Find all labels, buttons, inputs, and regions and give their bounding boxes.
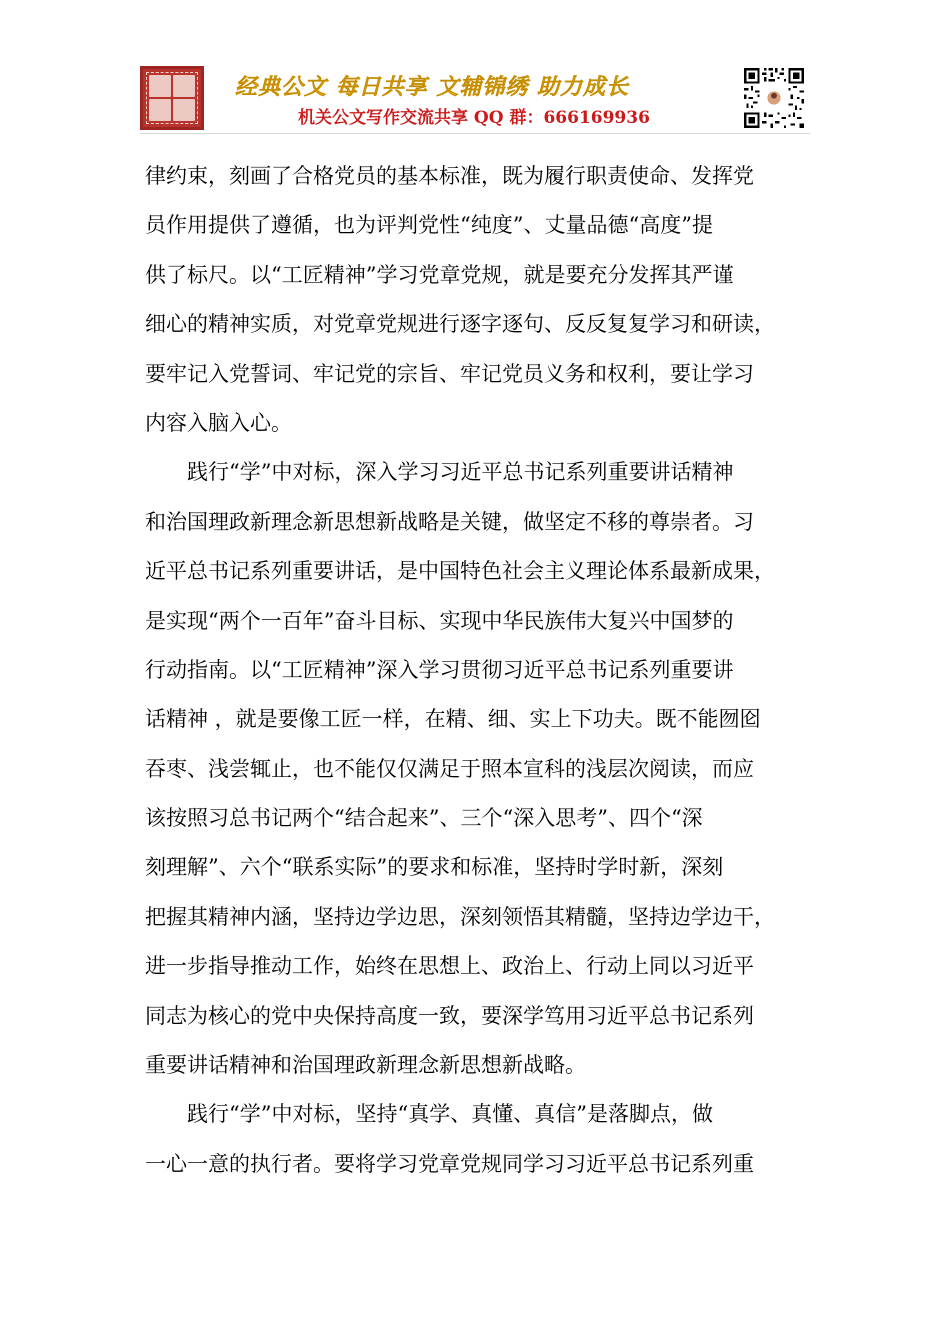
text-line: 和治国理政新理念新思想新战略是关键，做坚定不移的尊崇者。习 bbox=[145, 509, 754, 534]
text-line: 内容入脑入心。 bbox=[145, 410, 292, 435]
qr-code-icon bbox=[742, 66, 806, 130]
text-line: 重要讲话精神和治国理政新理念新思想新战略。 bbox=[145, 1053, 586, 1078]
text-line: 供了标尺。以“工匠精神”学习党章党规，就是要充分发挥其严谨 bbox=[145, 262, 734, 287]
text-line: 要牢记入党誓词、牢记党的宗旨、牢记党员义务和权利，要让学习 bbox=[145, 361, 754, 386]
paragraph-2 bbox=[145, 448, 825, 1090]
text-line: 践行“学”中对标，坚持“真学、真懂、真信”是落脚点，做 bbox=[145, 1102, 713, 1127]
text-line: 吞枣、浅尝辄止，也不能仅仅满足于照本宣科的浅层次阅读，而应 bbox=[145, 756, 754, 781]
text-line: 是实现“两个一百年”奋斗目标、实现中华民族伟大复兴中国梦的 bbox=[145, 608, 734, 633]
paragraph-3 bbox=[145, 1090, 825, 1189]
text-line: 把握其精神内涵，坚持边学边思，深刻领悟其精髓，坚持边学边干， bbox=[145, 904, 775, 929]
text-line: 刻理解”、六个“联系实际”的要求和标准，坚持时学时新，深刻 bbox=[145, 855, 724, 880]
text-line: 员作用提供了遵循，也为评判党性“纯度”、丈量品德“高度”提 bbox=[145, 213, 713, 238]
text-line: 近平总书记系列重要讲话，是中国特色社会主义理论体系最新成果， bbox=[145, 559, 775, 584]
text-line: 律约束，刻画了合格党员的基本标准，既为履行职责使命、发挥党 bbox=[145, 164, 754, 188]
text-line: 同志为核心的党中央保持高度一致，要深学笃用习近平总书记系列 bbox=[145, 1003, 754, 1028]
text-line: 进一步指导推动工作，始终在思想上、政治上、行动上同以习近平 bbox=[145, 954, 754, 979]
paragraph-1 bbox=[145, 152, 825, 448]
text-line: 该按照习总书记两个“结合起来”、三个“深入思考”、四个“深 bbox=[145, 806, 703, 831]
text-line: 细心的精神实质，对党章党规进行逐字逐句、反反复复学习和研读， bbox=[145, 312, 775, 337]
header-divider bbox=[140, 133, 810, 134]
text-line: 一心一意的执行者。要将学习党章党规同学习习近平总书记系列重 bbox=[145, 1151, 754, 1176]
text-line: 行动指南。以“工匠精神”深入学习贯彻习近平总书记系列重要讲 bbox=[145, 657, 734, 682]
text-line: 话精神 ，就是要像工匠一样，在精、细、实上下功夫。既不能囫囵 bbox=[145, 707, 761, 732]
header-slogan: 经典公文 每日共享 文辅锦绣 助力成长 bbox=[235, 75, 629, 100]
document-body bbox=[145, 152, 825, 1189]
header-qq-group: 机关公文写作交流共享 QQ 群：666169936 bbox=[298, 108, 650, 128]
text-line: 践行“学”中对标，深入学习习近平总书记系列重要讲话精神 bbox=[145, 460, 734, 485]
seal-logo-icon bbox=[140, 66, 204, 130]
page-header bbox=[140, 64, 810, 134]
